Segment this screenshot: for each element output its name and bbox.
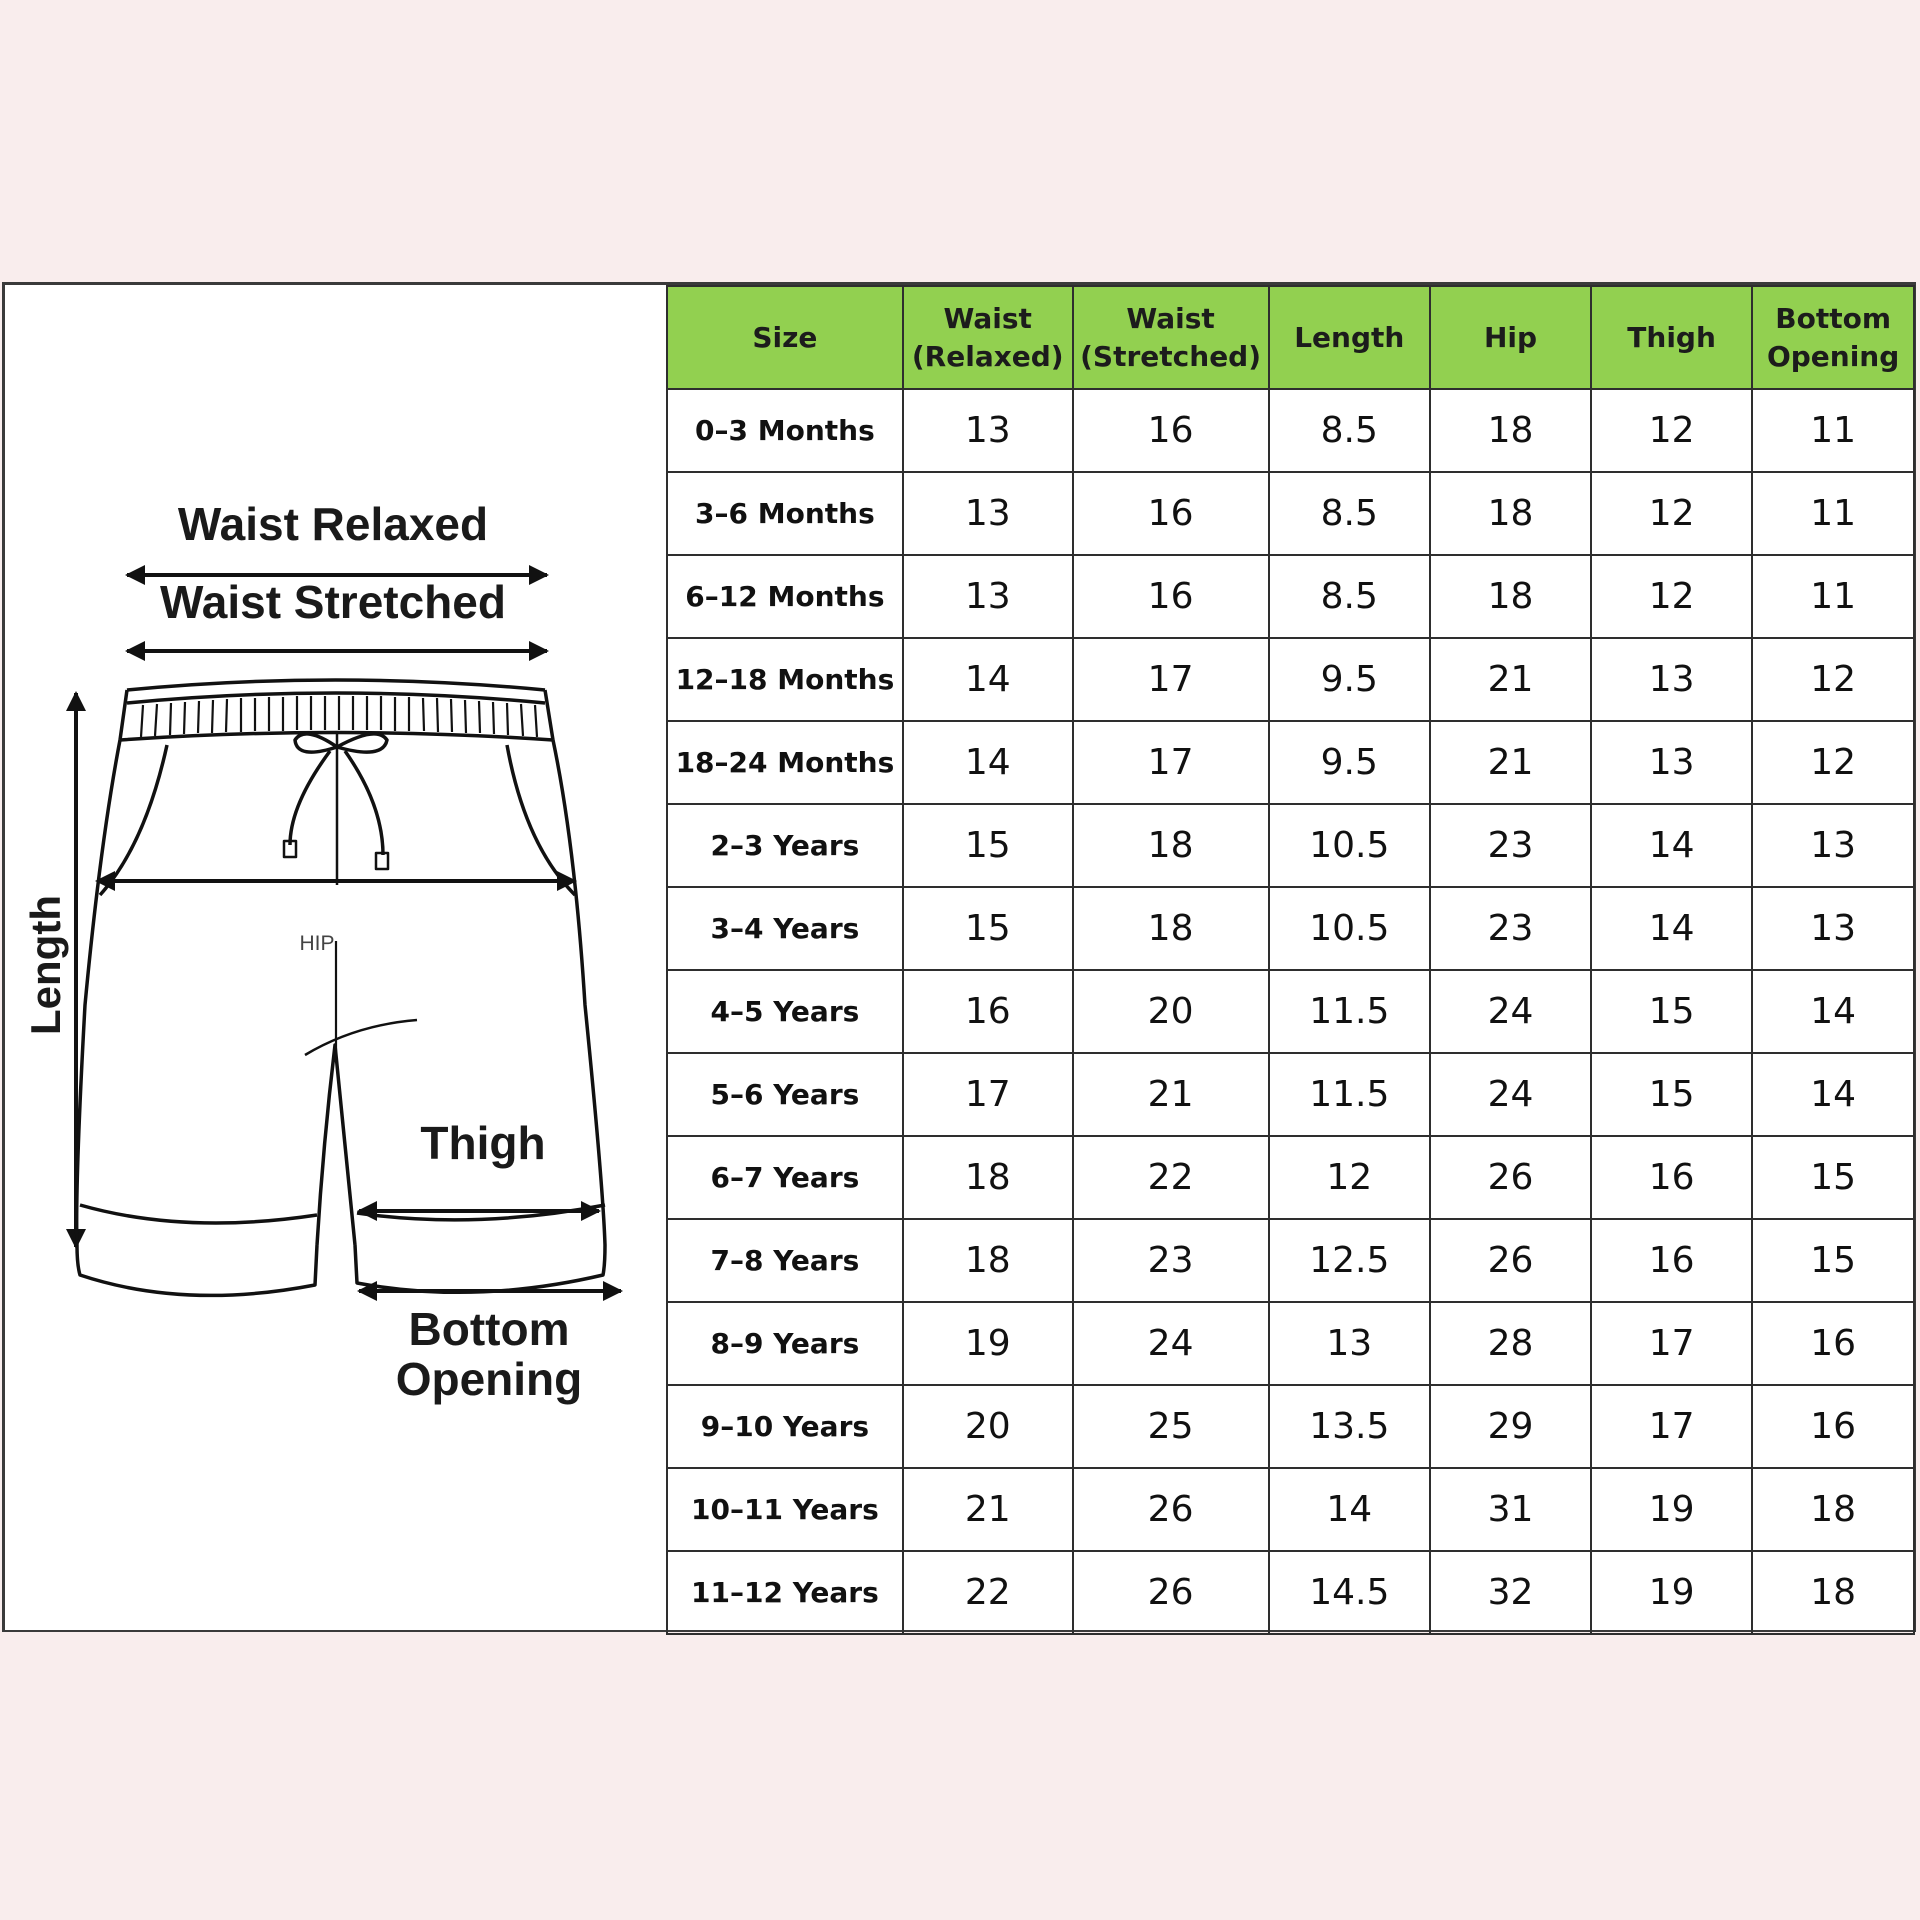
- size-cell: 6–7 Years: [667, 1136, 903, 1219]
- table-row: [667, 1468, 1914, 1551]
- hip-cell: 26: [1430, 1136, 1591, 1219]
- waist-relaxed-cell: 14: [903, 638, 1073, 721]
- waist-stretched-cell: 17: [1073, 638, 1269, 721]
- header-line1: Length: [1294, 320, 1405, 354]
- waist-stretched-cell: 24: [1073, 1302, 1269, 1385]
- thigh-cell: 12: [1591, 389, 1752, 472]
- thigh-cell: 13: [1591, 638, 1752, 721]
- table-row: [667, 389, 1914, 472]
- table-row: [667, 970, 1914, 1053]
- bottom-opening-cell: 18: [1752, 1468, 1914, 1551]
- bottom-opening-label-line1: Bottom: [408, 1303, 570, 1355]
- table-body: [667, 389, 1914, 1634]
- hip-cell: 18: [1430, 389, 1591, 472]
- bottom-opening-cell: 11: [1752, 555, 1914, 638]
- size-cell: 18–24 Months: [667, 721, 903, 804]
- length-cell: 11.5: [1269, 1053, 1431, 1136]
- hip-cell: 24: [1430, 1053, 1591, 1136]
- bottom-opening-cell: 12: [1752, 721, 1914, 804]
- header-line2: (Stretched): [1080, 339, 1262, 373]
- table-row: [667, 555, 1914, 638]
- waist-relaxed-cell: 20: [903, 1385, 1073, 1468]
- waist-stretched-cell: 26: [1073, 1551, 1269, 1634]
- length-cell: 14: [1269, 1468, 1431, 1551]
- thigh-cell: 16: [1591, 1136, 1752, 1219]
- length-cell: 9.5: [1269, 638, 1431, 721]
- header-line1: Bottom: [1775, 301, 1891, 335]
- waist-relaxed-cell: 22: [903, 1551, 1073, 1634]
- table-row: [667, 887, 1914, 970]
- hip-cell: 18: [1430, 472, 1591, 555]
- size-cell: 0–3 Months: [667, 389, 903, 472]
- bottom-opening-cell: 15: [1752, 1219, 1914, 1302]
- hip-cell: 29: [1430, 1385, 1591, 1468]
- bottom-opening-cell: 11: [1752, 389, 1914, 472]
- thigh-cell: 13: [1591, 721, 1752, 804]
- length-cell: 13: [1269, 1302, 1431, 1385]
- waist-relaxed-cell: 16: [903, 970, 1073, 1053]
- length-cell: 8.5: [1269, 472, 1431, 555]
- length-label: Length: [22, 895, 69, 1035]
- waist-relaxed-label: Waist Relaxed: [177, 498, 489, 550]
- table-row: [667, 1385, 1914, 1468]
- thigh-cell: 14: [1591, 887, 1752, 970]
- table-row: [667, 1302, 1914, 1385]
- shorts-drawing: [77, 680, 605, 1295]
- waist-relaxed-cell: 21: [903, 1468, 1073, 1551]
- bottom-opening-cell: 13: [1752, 804, 1914, 887]
- header-length: [1269, 286, 1431, 389]
- table-row: [667, 638, 1914, 721]
- waist-stretched-cell: 26: [1073, 1468, 1269, 1551]
- length-cell: 10.5: [1269, 804, 1431, 887]
- table-row: [667, 1219, 1914, 1302]
- size-cell: 2–3 Years: [667, 804, 903, 887]
- length-cell: 10.5: [1269, 887, 1431, 970]
- bottom-opening-label-line2: Opening: [395, 1353, 583, 1405]
- thigh-cell: 17: [1591, 1385, 1752, 1468]
- waist-relaxed-cell: 18: [903, 1136, 1073, 1219]
- thigh-cell: 15: [1591, 970, 1752, 1053]
- length-cell: 12.5: [1269, 1219, 1431, 1302]
- waist-relaxed-cell: 15: [903, 887, 1073, 970]
- waist-relaxed-cell: 13: [903, 555, 1073, 638]
- thigh-cell: 12: [1591, 472, 1752, 555]
- waist-stretched-cell: 25: [1073, 1385, 1269, 1468]
- hip-cell: 26: [1430, 1219, 1591, 1302]
- thigh-label: Thigh: [420, 1117, 546, 1169]
- waist-relaxed-cell: 13: [903, 389, 1073, 472]
- size-cell: 9–10 Years: [667, 1385, 903, 1468]
- header-line2: (Relaxed): [911, 339, 1064, 373]
- table-row: [667, 472, 1914, 555]
- length-cell: 8.5: [1269, 555, 1431, 638]
- waist-stretched-cell: 22: [1073, 1136, 1269, 1219]
- waist-stretched-cell: 17: [1073, 721, 1269, 804]
- bottom-opening-cell: 16: [1752, 1302, 1914, 1385]
- size-cell: 3–4 Years: [667, 887, 903, 970]
- length-cell: 9.5: [1269, 721, 1431, 804]
- thigh-cell: 17: [1591, 1302, 1752, 1385]
- hip-label: HIP: [299, 932, 335, 955]
- bottom-opening-cell: 18: [1752, 1551, 1914, 1634]
- thigh-cell: 19: [1591, 1468, 1752, 1551]
- hip-cell: 23: [1430, 887, 1591, 970]
- thigh-cell: 19: [1591, 1551, 1752, 1634]
- size-cell: 7–8 Years: [667, 1219, 903, 1302]
- table-row: [667, 1053, 1914, 1136]
- length-cell: 12: [1269, 1136, 1431, 1219]
- length-cell: 8.5: [1269, 389, 1431, 472]
- size-table: [666, 285, 1915, 1635]
- header-size: [667, 286, 903, 389]
- table-row: [667, 721, 1914, 804]
- waist-stretched-cell: 18: [1073, 804, 1269, 887]
- waist-stretched-cell: 16: [1073, 555, 1269, 638]
- size-cell: 6–12 Months: [667, 555, 903, 638]
- table-header-row: [667, 286, 1914, 389]
- length-cell: 14.5: [1269, 1551, 1431, 1634]
- header-line1: Hip: [1483, 320, 1538, 354]
- waist-stretched-cell: 20: [1073, 970, 1269, 1053]
- bottom-opening-cell: 14: [1752, 970, 1914, 1053]
- hip-cell: 28: [1430, 1302, 1591, 1385]
- hip-cell: 21: [1430, 638, 1591, 721]
- hip-cell: 18: [1430, 555, 1591, 638]
- waist-relaxed-cell: 13: [903, 472, 1073, 555]
- shorts-measurement-diagram: [5, 285, 667, 1630]
- table-row: [667, 804, 1914, 887]
- bottom-opening-cell: 16: [1752, 1385, 1914, 1468]
- hip-cell: 32: [1430, 1551, 1591, 1634]
- waist-stretched-cell: 23: [1073, 1219, 1269, 1302]
- thigh-cell: 14: [1591, 804, 1752, 887]
- header-waist-stretched: [1073, 286, 1269, 389]
- waist-stretched-cell: 18: [1073, 887, 1269, 970]
- size-cell: 11–12 Years: [667, 1551, 903, 1634]
- table-row: [667, 1136, 1914, 1219]
- header-waist-relaxed: [903, 286, 1073, 389]
- hip-cell: 31: [1430, 1468, 1591, 1551]
- header-hip: [1430, 286, 1591, 389]
- header-line1: Thigh: [1627, 320, 1716, 354]
- size-cell: 5–6 Years: [667, 1053, 903, 1136]
- header-thigh: [1591, 286, 1752, 389]
- hip-cell: 21: [1430, 721, 1591, 804]
- size-cell: 12–18 Months: [667, 638, 903, 721]
- waist-stretched-cell: 16: [1073, 389, 1269, 472]
- header-line1: Size: [752, 320, 818, 354]
- thigh-cell: 16: [1591, 1219, 1752, 1302]
- header-line1: Waist: [943, 301, 1032, 335]
- waist-stretched-cell: 16: [1073, 472, 1269, 555]
- header-bottom-opening: [1752, 286, 1914, 389]
- waist-relaxed-cell: 15: [903, 804, 1073, 887]
- length-cell: 11.5: [1269, 970, 1431, 1053]
- size-cell: 8–9 Years: [667, 1302, 903, 1385]
- length-cell: 13.5: [1269, 1385, 1431, 1468]
- header-line2: Opening: [1766, 339, 1900, 373]
- table-row: [667, 1551, 1914, 1634]
- waist-relaxed-cell: 18: [903, 1219, 1073, 1302]
- bottom-opening-cell: 12: [1752, 638, 1914, 721]
- bottom-opening-cell: 14: [1752, 1053, 1914, 1136]
- waist-relaxed-cell: 17: [903, 1053, 1073, 1136]
- bottom-opening-cell: 13: [1752, 887, 1914, 970]
- bottom-opening-cell: 15: [1752, 1136, 1914, 1219]
- size-cell: 3–6 Months: [667, 472, 903, 555]
- thigh-cell: 15: [1591, 1053, 1752, 1136]
- bottom-opening-cell: 11: [1752, 472, 1914, 555]
- header-line1: Waist: [1126, 301, 1215, 335]
- size-chart-sheet: [2, 282, 1916, 1632]
- hip-cell: 23: [1430, 804, 1591, 887]
- waist-stretched-cell: 21: [1073, 1053, 1269, 1136]
- waist-relaxed-cell: 19: [903, 1302, 1073, 1385]
- thigh-cell: 12: [1591, 555, 1752, 638]
- size-cell: 10–11 Years: [667, 1468, 903, 1551]
- size-cell: 4–5 Years: [667, 970, 903, 1053]
- waist-stretched-label: Waist Stretched: [160, 576, 506, 628]
- hip-cell: 24: [1430, 970, 1591, 1053]
- waist-relaxed-cell: 14: [903, 721, 1073, 804]
